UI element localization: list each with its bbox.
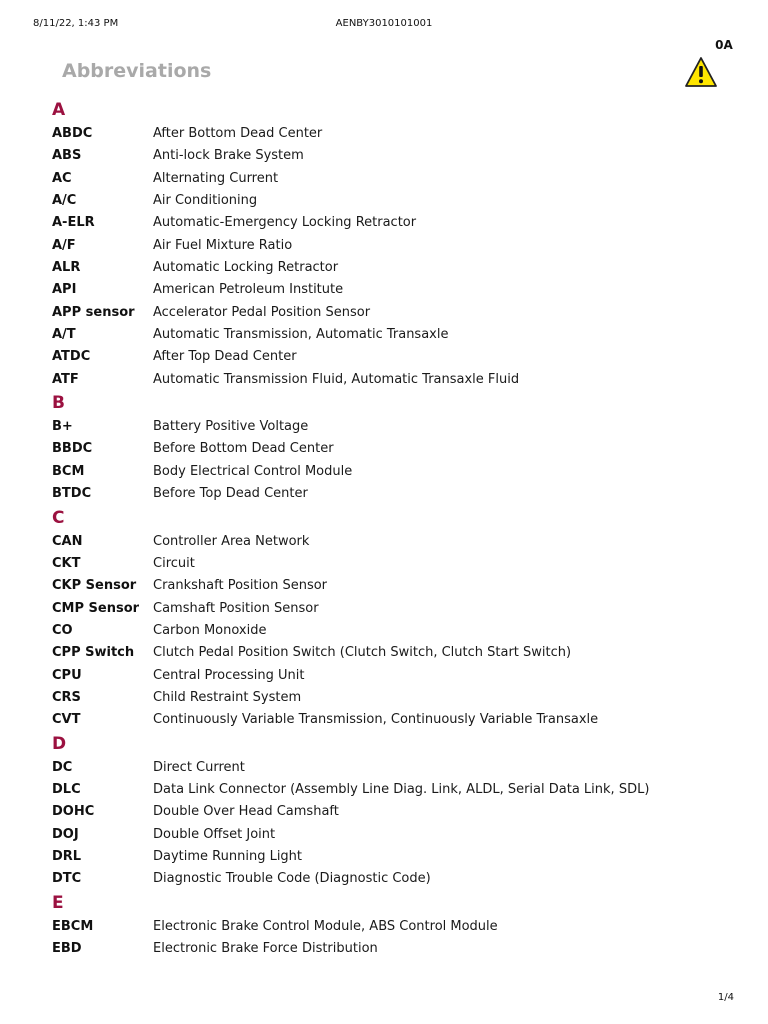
abbreviation-definition: After Bottom Dead Center [153,126,323,141]
abbreviation-term: DTC [52,871,82,887]
abbreviation-row [52,709,742,731]
abbreviation-row [52,938,742,960]
abbreviation-definition: Double Offset Joint [153,826,276,842]
abbreviation-row [52,279,742,301]
abbreviation-definition: Circuit [153,555,195,571]
abbreviation-row [52,235,742,257]
abbreviation-term: ATF [52,371,79,387]
section-e [52,891,742,961]
abbreviation-term: ALR [52,260,81,276]
abbreviation-row [52,212,742,234]
abbreviation-term: ABDC [52,126,93,141]
abbreviation-definition: Crankshaft Position Sensor [153,578,328,594]
abbreviation-row [52,438,742,460]
abbreviation-term: DRL [52,848,82,864]
abbreviation-row [52,779,742,801]
abbreviation-term: CO [52,622,73,638]
abbreviation-definition: Data Link Connector (Assembly Line Diag. Link, ALDL, Serial Data Link, SDL) [153,781,650,797]
abbreviation-term: DLC [52,781,81,797]
abbreviation-row [52,190,742,212]
abbreviation-term: APP sensor [52,304,135,320]
abbreviation-definition: Automatic Transmission, Automatic Transaxle [153,327,449,343]
abbreviation-row [52,575,742,597]
abbreviation-definition: Anti-lock Brake System [153,148,304,164]
abbreviation-term: CMP Sensor [52,600,140,616]
abbreviation-term: API [52,282,77,298]
abbreviation-row [52,461,742,483]
abbreviation-definition: Automatic Transmission Fluid, Automatic Transaxle Fluid [153,371,520,387]
abbreviation-row [52,369,742,391]
abbreviation-term: DOHC [52,804,95,820]
abbreviation-definition: Automatic Locking Retractor [153,260,339,276]
abbreviation-definition: After Top Dead Center [153,349,297,365]
abbreviation-term: BTDC [52,486,92,502]
abbreviation-row [52,801,742,823]
abbreviation-row [52,620,742,642]
abbreviation-row [52,416,742,438]
abbreviation-row [52,665,742,687]
abbreviation-term: CAN [52,533,83,549]
abbreviation-term: BCM [52,463,85,479]
abbreviation-term: AC [52,170,72,186]
abbreviation-row [52,687,742,709]
section-letter: B [52,393,65,414]
abbreviation-row [52,598,742,620]
abbreviation-row [52,123,742,145]
abbreviation-term: CPU [52,667,82,683]
abbreviation-term: BBDC [52,441,93,457]
abbreviation-term: B+ [52,419,73,435]
warning-triangle-icon [684,56,718,88]
section-badge [684,38,733,52]
abbreviation-definition: Air Fuel Mixture Ratio [153,237,293,253]
abbreviation-term: A/C [52,193,77,209]
abbreviation-term: CVT [52,712,81,728]
abbreviation-definition: Diagnostic Trouble Code (Diagnostic Code) [153,871,431,887]
abbreviation-definition: Child Restraint System [153,689,302,705]
abbreviation-definition: Camshaft Position Sensor [153,600,319,616]
abbreviation-definition: Double Over Head Camshaft [153,804,339,820]
abbreviation-definition: Carbon Monoxide [153,622,267,638]
abbreviation-row [52,824,742,846]
badge-code: 0A [715,38,733,52]
abbreviation-term: CKT [52,555,81,571]
section-letter: A [52,100,66,120]
abbreviation-row [52,553,742,575]
abbreviation-definition: Continuously Variable Transmission, Continuously Variable Transaxle [153,712,599,728]
abbreviation-row [52,145,742,167]
abbreviation-term: ABS [52,148,82,164]
abbreviation-row [52,916,742,938]
abbreviation-term: A-ELR [52,215,95,231]
section-b [52,391,742,505]
abbreviation-definition: Body Electrical Control Module [153,463,353,479]
abbreviation-term: ATDC [52,349,91,365]
section-letter: C [52,507,65,528]
abbreviation-definition: Battery Positive Voltage [153,419,309,435]
section-c [52,506,742,732]
abbreviation-definition: Direct Current [153,759,245,775]
abbreviation-definition: Air Conditioning [153,193,258,209]
abbreviation-row [52,868,742,890]
abbreviation-definition: Automatic-Emergency Locking Retractor [153,215,417,231]
abbreviation-definition: American Petroleum Institute [153,282,344,298]
abbreviation-row [52,757,742,779]
abbreviation-row [52,846,742,868]
abbreviation-row [52,324,742,346]
section-a [52,98,742,391]
abbreviation-definition: Accelerator Pedal Position Sensor [153,304,371,320]
abbreviation-definition: Controller Area Network [153,533,310,549]
print-datetime: 8/11/22, 1:43 PM [33,18,119,29]
abbreviation-term: CPP Switch [52,645,135,661]
abbreviation-definition: Alternating Current [153,170,279,186]
abbreviation-definition: Before Top Dead Center [153,486,308,502]
abbreviation-row [52,483,742,505]
abbreviation-term: A/F [52,237,76,253]
document-id: AENBY3010101001 [335,18,433,29]
abbreviation-row [52,302,742,324]
abbreviation-row [52,642,742,664]
page-title: Abbreviations [62,60,212,82]
abbreviation-definition: Clutch Pedal Position Switch (Clutch Switch, Clutch Start Switch) [153,645,572,661]
abbreviation-term: CRS [52,689,81,705]
page-number: 1/4 [717,992,734,1003]
abbreviation-row [52,531,742,553]
abbreviation-row [52,257,742,279]
section-letter: E [52,892,64,913]
section-d [52,732,742,891]
abbreviation-term: EBD [52,941,82,956]
abbreviation-definition: Before Bottom Dead Center [153,441,334,457]
section-letter: D [52,733,67,754]
abbreviation-term: EBCM [52,918,94,934]
abbreviation-definition: Electronic Brake Force Distribution [153,941,378,956]
abbreviation-definition: Daytime Running Light [153,848,303,864]
abbreviation-term: A/T [52,327,76,343]
abbreviation-row [52,168,742,190]
abbreviation-term: DOJ [52,826,79,842]
abbreviation-list [52,98,742,960]
abbreviation-definition: Central Processing Unit [153,667,305,683]
abbreviation-definition: Electronic Brake Control Module, ABS Control Module [153,918,498,934]
abbreviation-term: CKP Sensor [52,578,137,594]
abbreviation-term: DC [52,759,73,775]
abbreviation-row [52,346,742,368]
